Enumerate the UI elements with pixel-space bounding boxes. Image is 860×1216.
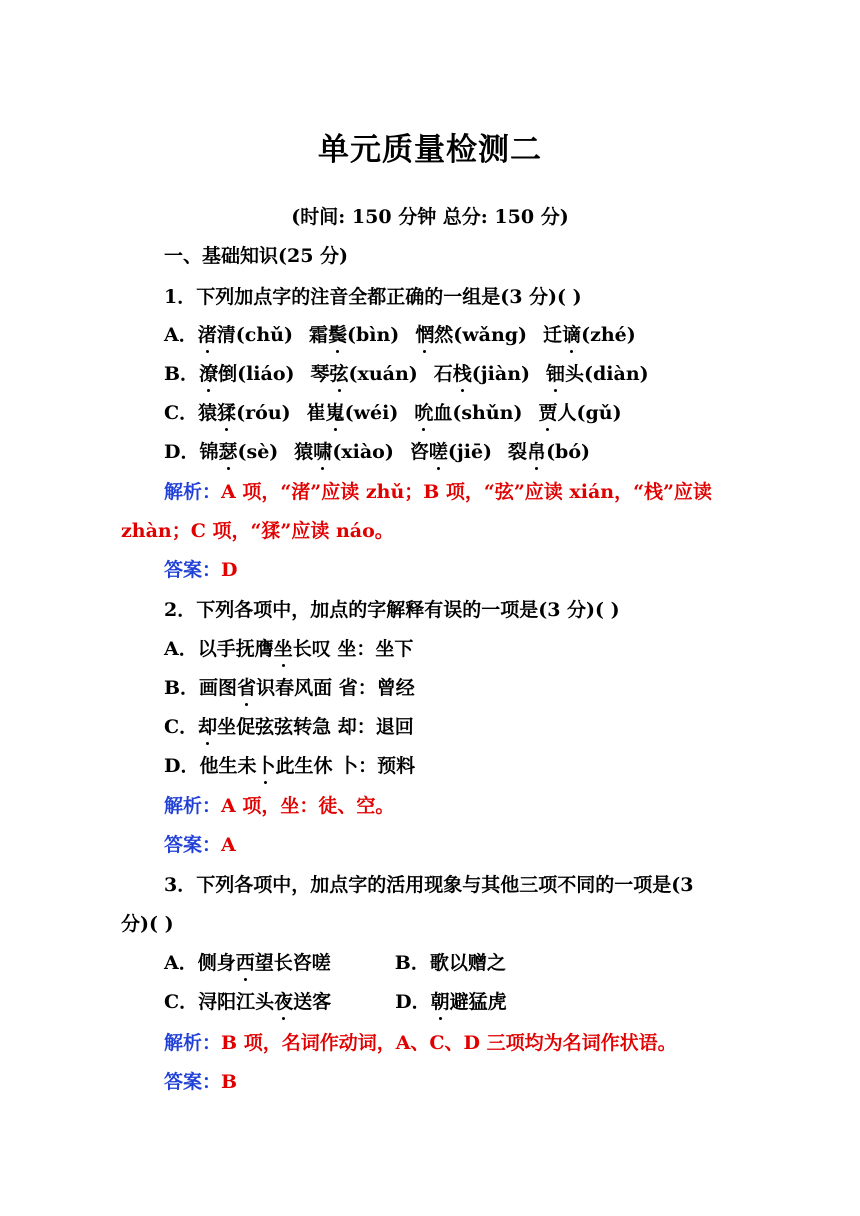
q3-options-cd	[164, 989, 507, 1015]
option-text: C．	[164, 716, 199, 738]
answer-value: D	[221, 559, 238, 581]
option-text: 血(shǔn)	[433, 402, 523, 424]
option-text: (sè)	[237, 441, 279, 463]
option-text: C．浔阳江头	[164, 991, 275, 1013]
dotted-char: 朝	[430, 991, 450, 1013]
dotted-char: 却	[198, 716, 218, 738]
option-text: 锦	[199, 441, 219, 463]
analysis-text: A 项，坐：徒、空。	[221, 795, 395, 817]
q1-option-b	[164, 361, 649, 387]
q1-answer	[164, 557, 238, 583]
analysis-text: A 项，“渚”应读 zhǔ；B 项，“弦”应读 xián，“栈”应读	[221, 481, 712, 503]
q2-option-b	[164, 675, 415, 701]
dotted-char: 夜	[274, 991, 294, 1013]
dotted-char: 瑟	[218, 441, 238, 463]
option-text: (jiàn)	[471, 363, 530, 385]
option-text: (róu)	[236, 402, 291, 424]
dotted-char: 帛	[527, 441, 547, 463]
option-label: D．	[164, 441, 200, 463]
dotted-char: 卜	[256, 755, 276, 777]
q1-option-c	[164, 400, 622, 426]
dotted-char: 西	[235, 952, 255, 974]
q3-options-ab	[164, 950, 506, 976]
dotted-char: 钿	[546, 363, 566, 385]
q2-option-d	[164, 753, 415, 779]
answer-value: A	[221, 834, 236, 856]
option-text: 送客	[293, 991, 332, 1013]
q1-analysis	[164, 479, 712, 505]
dotted-char: 栈	[452, 363, 472, 385]
option-text: 识春风面 省：曾经	[256, 677, 415, 699]
option-text: 石	[433, 363, 453, 385]
analysis-label: 解析：	[164, 795, 222, 817]
q1-analysis-cont: zhàn；C 项，“猱”应读 náo。	[121, 520, 394, 542]
q1-option-a	[164, 322, 636, 348]
dotted-char: 坐	[273, 638, 293, 660]
option-text: 避猛虎	[449, 991, 507, 1013]
question-1-stem: 1．下列加点字的注音全都正确的一组是(3 分)( )	[164, 286, 582, 308]
dotted-char: 潦	[199, 363, 219, 385]
option-text: A．以手抚膺	[164, 638, 274, 660]
analysis-label: 解析：	[164, 1032, 222, 1054]
option-text: (zhé)	[581, 324, 636, 346]
q2-option-a	[164, 636, 413, 662]
dotted-char: 贾	[538, 402, 558, 424]
dotted-char: 吮	[414, 402, 434, 424]
answer-label: 答案：	[164, 1071, 222, 1093]
option-text: 头(diàn)	[565, 363, 649, 385]
dotted-char: 嗟	[428, 441, 448, 463]
q2-analysis	[164, 793, 394, 819]
option-label: B．	[164, 363, 200, 385]
option-text: (xuán)	[348, 363, 418, 385]
option-label: C．	[164, 402, 199, 424]
option-text: 迁	[543, 324, 563, 346]
section-heading: 一、基础知识(25 分)	[164, 245, 349, 267]
answer-label: 答案：	[164, 559, 222, 581]
option-text: 清(chǔ)	[216, 324, 293, 346]
dotted-char: 鬓	[327, 324, 347, 346]
option-text: 人(gǔ)	[557, 402, 622, 424]
dotted-char: 谪	[562, 324, 582, 346]
analysis-text: B 项，名词作动词，A、C、D 三项均为名词作状语。	[221, 1032, 677, 1054]
answer-label: 答案：	[164, 834, 222, 856]
dotted-char: 省	[237, 677, 257, 699]
option-text: 然(wǎng)	[434, 324, 528, 346]
option-text: B．歌以赠之	[394, 952, 506, 974]
option-text: 琴	[310, 363, 330, 385]
q3-answer	[164, 1069, 237, 1095]
option-text: (xiào)	[332, 441, 394, 463]
analysis-label: 解析：	[164, 481, 222, 503]
option-text: (wéi)	[344, 402, 399, 424]
option-text: 咨	[409, 441, 429, 463]
answer-value: B	[221, 1071, 238, 1093]
page-title: 单元质量检测二	[318, 132, 542, 168]
option-text: (bó)	[546, 441, 590, 463]
option-text: 此生休 卜：预料	[275, 755, 416, 777]
q2-answer	[164, 832, 236, 858]
option-text: A．侧身	[164, 952, 236, 974]
q2-option-c	[164, 714, 414, 740]
option-text: 长叹 坐：坐下	[292, 638, 414, 660]
option-text: 裂	[508, 441, 528, 463]
option-text: 坐促弦弦转急 却：退回	[217, 716, 414, 738]
option-text: (jiē)	[447, 441, 493, 463]
option-text: D．他生未	[164, 755, 257, 777]
exam-meta: (时间: 150 分钟 总分: 150 分)	[291, 206, 569, 228]
option-label: A．	[164, 324, 198, 346]
dotted-char: 弦	[329, 363, 349, 385]
dotted-char: 惘	[415, 324, 435, 346]
option-text: B．画图	[164, 677, 238, 699]
dotted-char: 猱	[217, 402, 237, 424]
option-text: 猿	[198, 402, 218, 424]
question-3-stem: 3．下列各项中，加点字的活用现象与其他三项不同的一项是(3	[164, 874, 694, 896]
option-text: D．	[395, 991, 431, 1013]
option-text: 猿	[294, 441, 314, 463]
dotted-char: 嵬	[325, 402, 345, 424]
dotted-char: 渚	[197, 324, 217, 346]
question-3-stem-cont: 分)( )	[121, 913, 174, 935]
q1-option-d	[164, 439, 590, 465]
question-2-stem: 2．下列各项中，加点的字解释有误的一项是(3 分)( )	[164, 599, 620, 621]
dotted-char: 啸	[313, 441, 333, 463]
option-text: 倒(liáo)	[218, 363, 295, 385]
option-text: (bìn)	[346, 324, 400, 346]
option-text: 崔	[306, 402, 326, 424]
option-text: 霜	[308, 324, 328, 346]
q3-analysis	[164, 1030, 677, 1056]
option-text: 望长咨嗟	[254, 952, 331, 974]
